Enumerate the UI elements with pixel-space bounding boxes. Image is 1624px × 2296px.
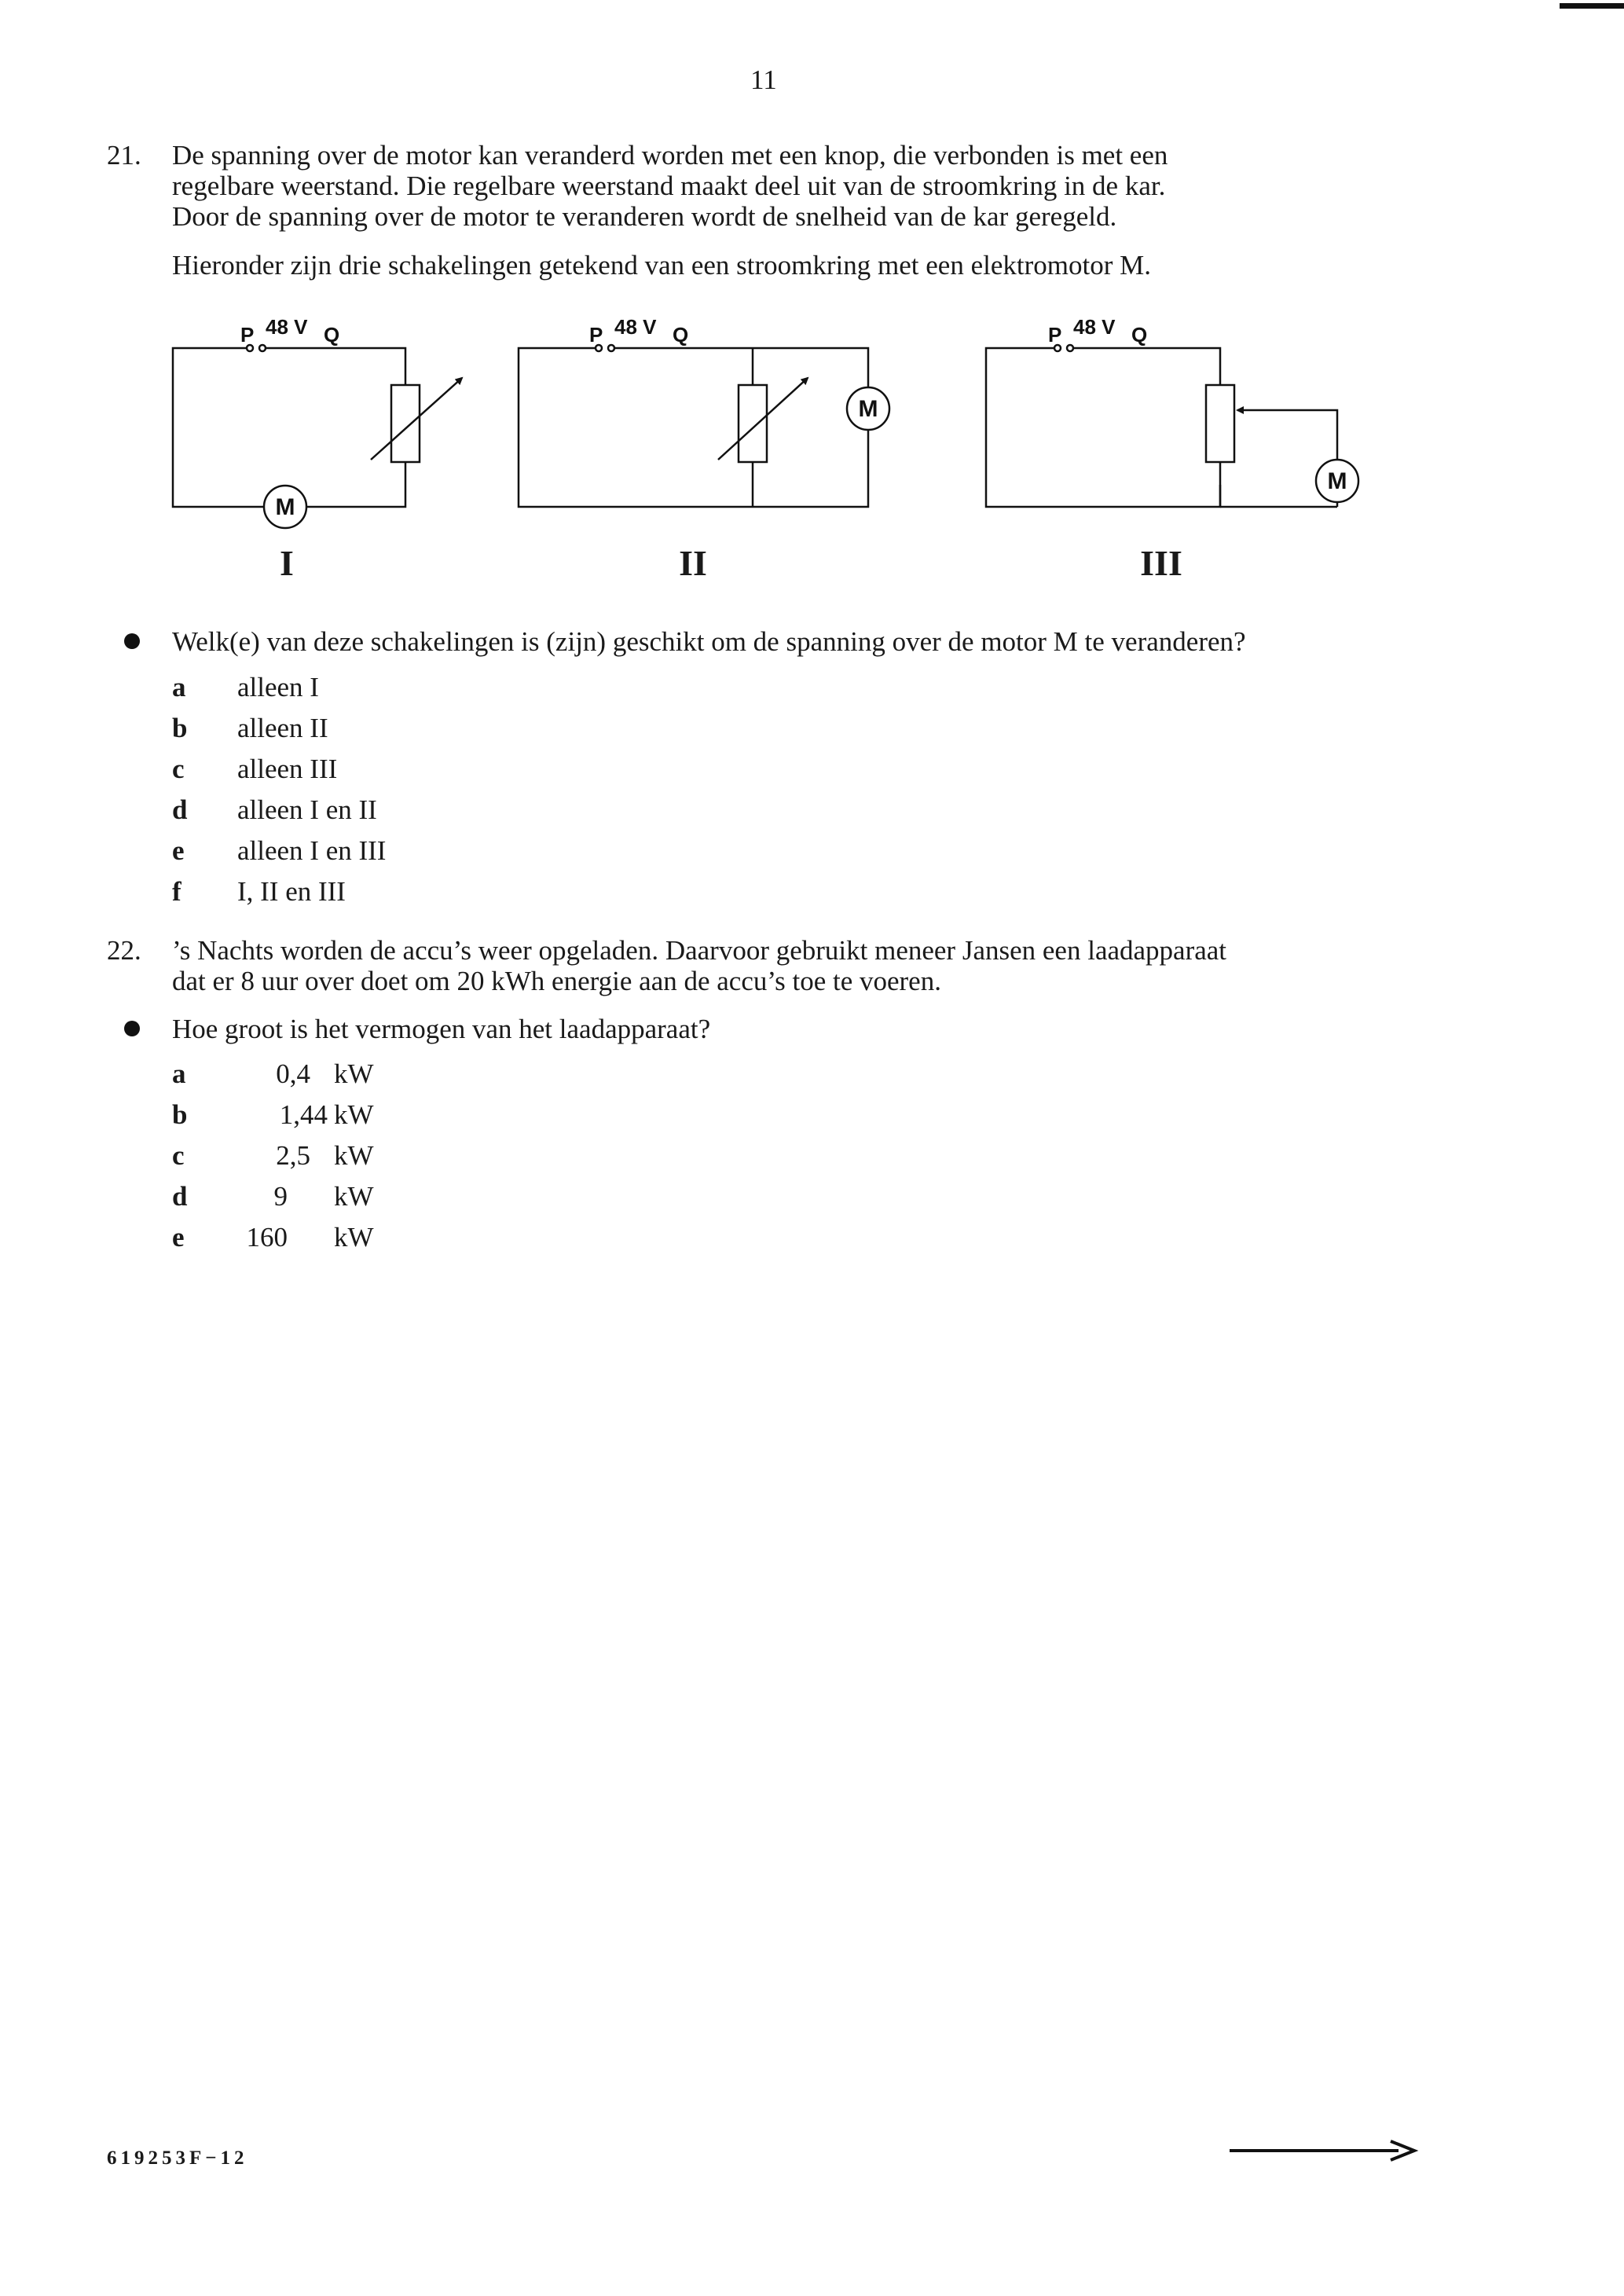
circuit-3-terminal-p: P (1048, 323, 1062, 347)
q21-option-d-text: alleen I en II (237, 794, 377, 825)
circuit-1 (173, 345, 462, 528)
corner-registration-mark (1560, 3, 1624, 9)
q22-option-b-unit: kW (334, 1099, 374, 1130)
q22-option-a-value: 0,4 (276, 1058, 310, 1089)
circuit-1-terminal-p: P (240, 323, 255, 347)
q21-option-f-letter: f (172, 876, 181, 907)
circuit-3-label: III (1140, 543, 1182, 583)
question-21-line-2: regelbare weerstand. Die regelbare weerstand maakt deel uit van de stroomkring in de kar. (172, 171, 1166, 201)
q21-option-a-letter: a (172, 672, 186, 702)
question-21-number: 21. (107, 140, 141, 171)
question-22-line-1: ’s Nachts worden de accu’s weer opgeladen. Daarvoor gebruikt meneer Jansen een laadapparaat (172, 935, 1227, 966)
q22-option-a-unit: kW (334, 1058, 374, 1089)
q21-option-b-letter: b (172, 713, 188, 743)
question-22-number: 22. (107, 935, 141, 966)
circuit-2 (519, 345, 889, 507)
q22-option-d-letter: d (172, 1181, 188, 1212)
circuit-2-motor-symbol: M (858, 396, 878, 422)
q22-option-b-letter: b (172, 1099, 188, 1130)
circuit-3-terminal-q: Q (1131, 323, 1148, 347)
question-21-intro: Hieronder zijn drie schakelingen getekend van een stroomkring met een elektromotor M. (172, 250, 1151, 281)
q22-option-d-unit: kW (334, 1181, 374, 1212)
circuit-3-voltage: 48 V (1073, 315, 1116, 339)
q22-option-c-value: 2,5 (276, 1140, 310, 1171)
q21-option-f-text: I, II en III (237, 876, 346, 907)
circuit-2-voltage: 48 V (614, 315, 657, 339)
circuit-diagrams (157, 310, 1383, 546)
circuit-2-terminal-p: P (589, 323, 603, 347)
q21-option-e-letter: e (172, 835, 185, 866)
q21-option-e-text: alleen I en III (237, 835, 387, 866)
q21-option-b-text: alleen II (237, 713, 328, 743)
q21-option-a-text: alleen I (237, 672, 319, 702)
q21-option-c-letter: c (172, 754, 185, 784)
q22-option-e-value: 160 (246, 1222, 288, 1253)
question-21-line-3: Door de spanning over de motor te veranderen wordt de snelheid van de kar geregeld. (172, 201, 1117, 232)
circuit-1-terminal-q: Q (324, 323, 340, 347)
circuit-1-motor-symbol: M (275, 494, 295, 520)
q22-option-e-letter: e (172, 1222, 185, 1253)
q22-option-e-unit: kW (334, 1222, 374, 1253)
question-21-line-1: De spanning over de motor kan veranderd worden met een knop, die verbonden is met een (172, 140, 1168, 171)
q22-option-b-value: 1,44 (279, 1099, 328, 1130)
q21-option-c-text: alleen III (237, 754, 338, 784)
q22-option-a-letter: a (172, 1058, 186, 1089)
q22-option-c-unit: kW (334, 1140, 374, 1171)
circuit-2-terminal-q: Q (673, 323, 689, 347)
question-21-prompt: Welk(e) van deze schakelingen is (zijn) geschikt om de spanning over de motor M te veranderen? (172, 626, 1246, 657)
document-code: 619253F−12 (107, 2147, 248, 2169)
q22-option-d-value: 9 (273, 1181, 288, 1212)
q21-option-d-letter: d (172, 794, 188, 825)
question-21-bullet (124, 633, 140, 649)
circuit-1-label: I (280, 543, 294, 583)
question-22-line-2: dat er 8 uur over doet om 20 kWh energie aan de accu’s toe te voeren. (172, 966, 941, 996)
question-22-bullet (124, 1021, 140, 1036)
circuit-3 (986, 345, 1358, 507)
q22-option-c-letter: c (172, 1140, 185, 1171)
circuit-2-label: II (679, 543, 707, 583)
circuit-3-motor-symbol: M (1327, 468, 1347, 494)
page-number: 11 (750, 64, 777, 95)
arrow-right-icon (1226, 2139, 1422, 2162)
question-22-prompt: Hoe groot is het vermogen van het laadapparaat? (172, 1014, 711, 1044)
circuit-1-voltage: 48 V (266, 315, 308, 339)
